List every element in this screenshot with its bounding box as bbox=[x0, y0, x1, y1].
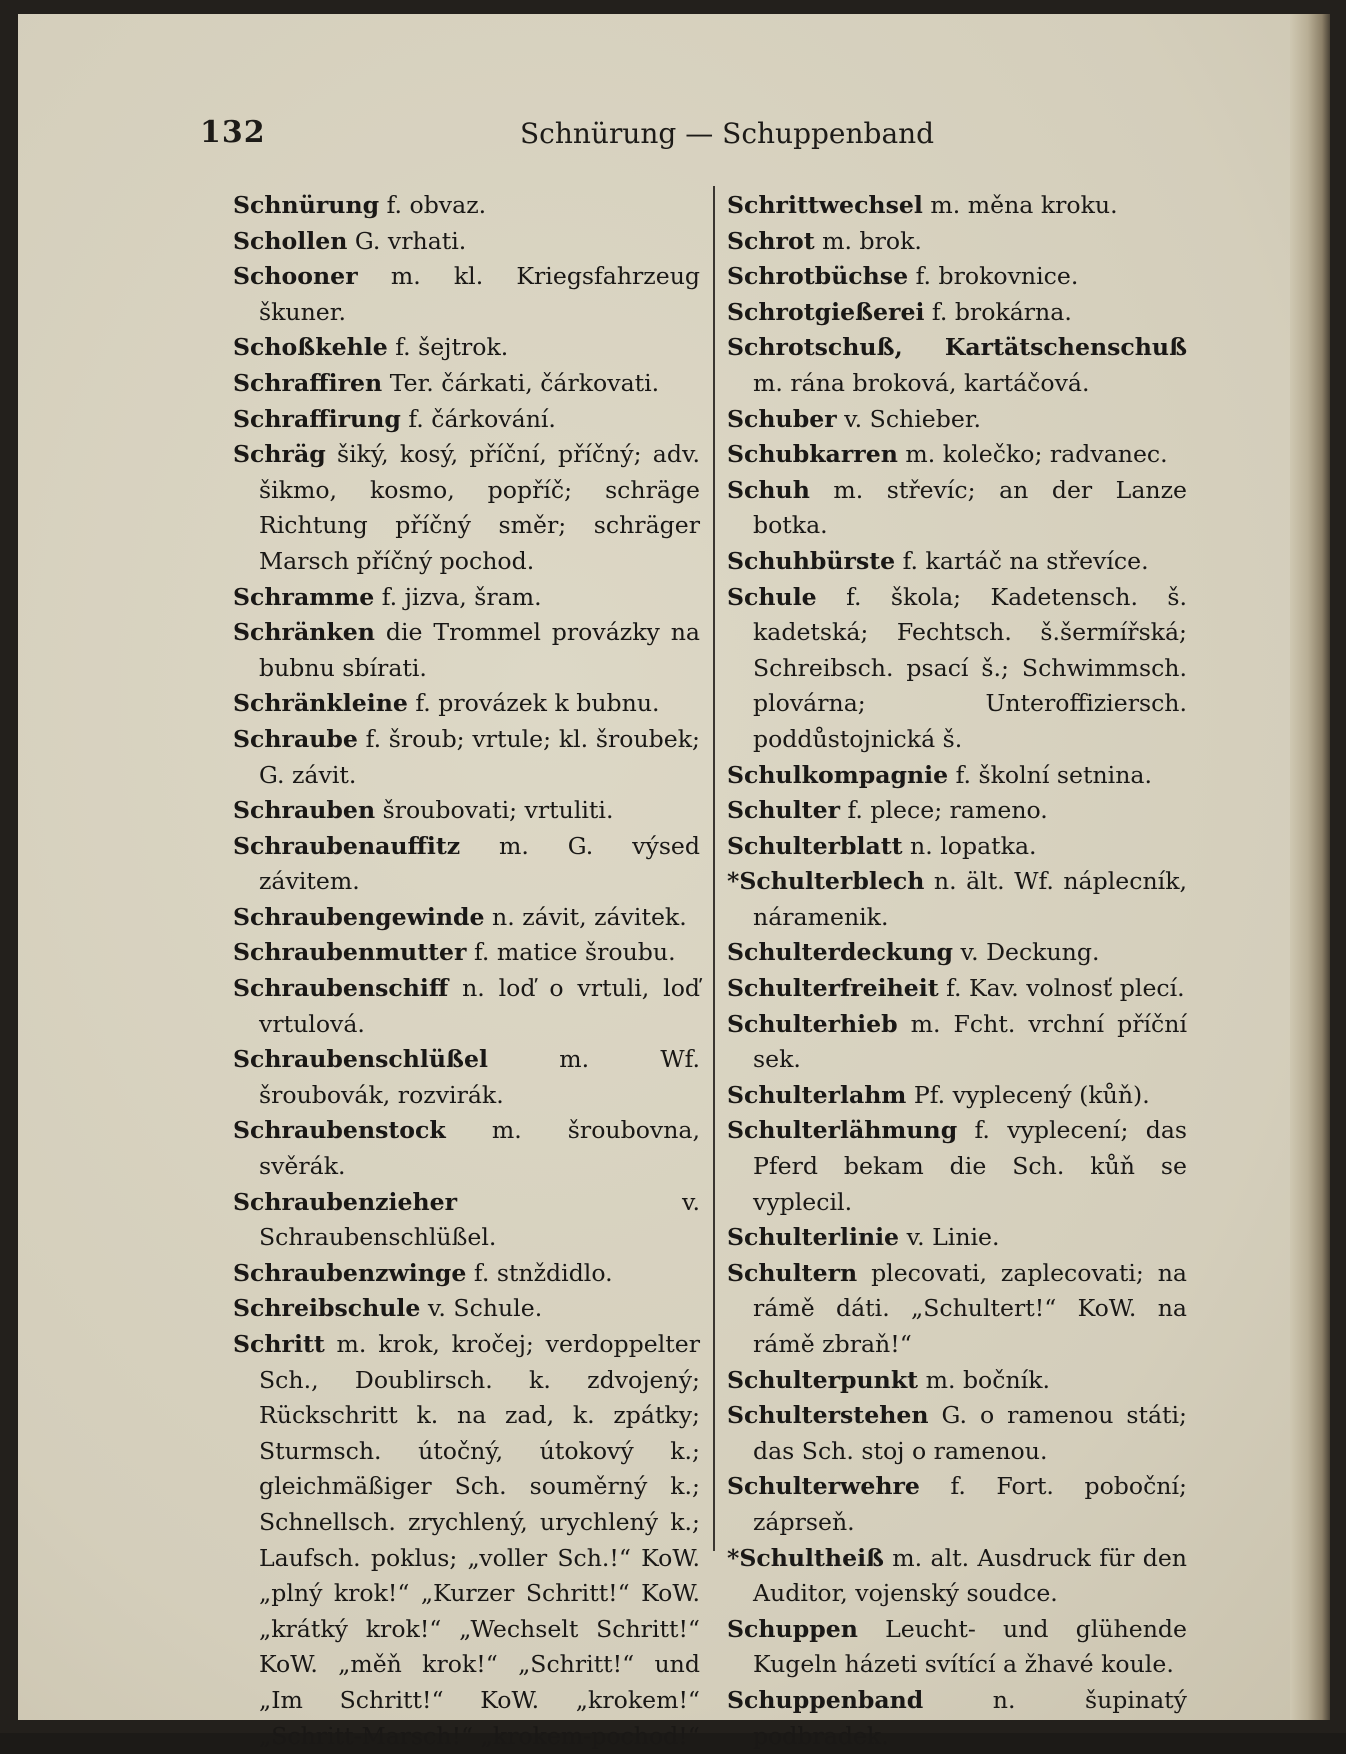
entry-headword: Schuh bbox=[727, 475, 810, 504]
entry-definition: m. krok, kročej; verdoppelter Sch., Doublirsch. k. zdvojený; Rückschritt k. na zad, k. zpátky; Sturmsch. útočný, útokový k.; gleichmäßiger Sch. souměrný k.; Schnellsch. zrychlený, urychlený k.; Laufsch. poklus; „voller Sch.!“ KoW. „plný krok!“ „Kurzer Schritt!“ KoW. „krátký krok!“ „Wechselt Schritt!“ KoW. „měň krok!“ „Schritt!“ und „Im Schritt!“ KoW. „krokem!“ „Schritt-Marsch!“ „krokem-pochod!“ bbox=[259, 1330, 700, 1750]
entry-definition: m. kolečko; radvanec. bbox=[897, 440, 1168, 469]
dictionary-entry bbox=[727, 1256, 1187, 1363]
entry-definition: m. bočník. bbox=[918, 1365, 1051, 1394]
entry-headword: Schule bbox=[727, 582, 817, 611]
entry-headword: Schoßkehle bbox=[233, 333, 388, 362]
dictionary-entry bbox=[233, 793, 700, 829]
dictionary-entry bbox=[233, 580, 700, 616]
dictionary-entry bbox=[233, 224, 700, 260]
dictionary-entry bbox=[233, 366, 700, 402]
entry-headword: Schulterblatt bbox=[727, 831, 903, 860]
entry-definition: f. brokovnice. bbox=[908, 262, 1079, 291]
left-column bbox=[233, 188, 700, 1754]
entry-headword: Schuhbürste bbox=[727, 546, 896, 575]
entry-headword: Schrittwechsel bbox=[727, 191, 923, 219]
page-header bbox=[200, 115, 1200, 155]
dictionary-entry bbox=[233, 1291, 700, 1327]
dictionary-entry bbox=[233, 1185, 700, 1256]
dictionary-entry bbox=[727, 1469, 1187, 1540]
entry-definition: v. Linie. bbox=[899, 1223, 1000, 1252]
entry-headword: Schraubenschiff bbox=[233, 974, 449, 1003]
dictionary-entry bbox=[727, 330, 1187, 401]
dictionary-entry bbox=[727, 758, 1187, 794]
entry-definition: šiký, kosý, příční, příčný; adv. šikmo, kosmo, popříč; schräge Richtung příčný směr; schräger Marsch příčný pochod. bbox=[259, 440, 700, 575]
dictionary-entry bbox=[727, 437, 1187, 473]
entry-definition: m. šroubovna, svěrák. bbox=[259, 1116, 700, 1181]
column-divider bbox=[713, 186, 715, 1551]
entry-headword: Schraubenschlüßel bbox=[233, 1045, 488, 1074]
entry-headword: Schreibschule bbox=[233, 1294, 421, 1323]
dictionary-entry bbox=[727, 864, 1187, 935]
dictionary-entry bbox=[233, 971, 700, 1042]
entry-headword: Schuppen bbox=[727, 1614, 858, 1643]
entry-definition: n. loď o vrtuli, loď vrtulová. bbox=[259, 974, 700, 1038]
entry-definition: m. kl. Kriegsfahrzeug škuner. bbox=[259, 262, 700, 326]
entry-definition: f. kartáč na střevíce. bbox=[895, 546, 1149, 575]
entry-definition: f. šroub; vrtule; kl. šroubek; G. závit. bbox=[259, 724, 700, 789]
entry-headword: Schrotgießerei bbox=[727, 297, 925, 326]
entry-headword: Schraubenmutter bbox=[233, 938, 467, 967]
dictionary-entry bbox=[727, 580, 1187, 758]
entry-headword: Schulterhieb bbox=[727, 1009, 898, 1038]
entry-definition: G. o ramenou státi; das Sch. stoj o ramenou. bbox=[753, 1401, 1187, 1465]
dictionary-entry bbox=[727, 1612, 1187, 1683]
page-number: 132 bbox=[200, 115, 266, 150]
entry-headword: Schulter bbox=[727, 796, 841, 825]
entry-definition: f. plece; rameno. bbox=[840, 796, 1048, 825]
entry-headword: Schrotschuß, Kartätschenschuß bbox=[727, 333, 1187, 362]
entry-headword: Schrot bbox=[727, 226, 815, 255]
entry-definition: n. šupinatý podbradek. bbox=[753, 1685, 1187, 1750]
entry-headword: Schrauben bbox=[233, 796, 376, 825]
dictionary-entry bbox=[233, 1113, 700, 1184]
entry-definition: m. střevíc; an der Lanze botka. bbox=[753, 475, 1187, 540]
dictionary-entry bbox=[233, 402, 700, 438]
entry-definition: f. čárkování. bbox=[400, 404, 556, 433]
dictionary-entry bbox=[233, 330, 700, 366]
entry-definition: v. Schule. bbox=[420, 1294, 543, 1323]
entry-definition: m. Fcht. vrchní příční sek. bbox=[753, 1009, 1187, 1074]
dictionary-entry bbox=[233, 900, 700, 936]
entry-headword: Schnürung bbox=[233, 191, 380, 219]
entry-definition: plecovati, zaplecovati; na rámě dáti. „Schultert!“ KoW. na rámě zbraň!“ bbox=[753, 1258, 1187, 1358]
dictionary-entry bbox=[233, 188, 700, 224]
entry-definition: v. Schieber. bbox=[836, 404, 982, 433]
running-head: Schnürung — Schuppenband bbox=[520, 117, 935, 150]
entry-headword: Schulterlinie bbox=[727, 1223, 900, 1252]
entry-definition: die Trommel provázky na bubnu sbírati. bbox=[259, 618, 700, 682]
entry-definition: Pf. vyplecený (kůň). bbox=[906, 1080, 1150, 1109]
dictionary-entry bbox=[233, 259, 700, 330]
entry-definition: m. alt. Ausdruck für den Auditor, vojenský soudce. bbox=[753, 1543, 1187, 1608]
dictionary-entry bbox=[727, 188, 1187, 224]
dictionary-entry bbox=[727, 544, 1187, 580]
entry-definition: m. brok. bbox=[814, 226, 922, 255]
entry-definition: Leucht- und glühende Kugeln házeti svítící a žhavé koule. bbox=[753, 1614, 1187, 1679]
dictionary-entry bbox=[727, 295, 1187, 331]
entry-definition: f. šejtrok. bbox=[387, 333, 509, 362]
entry-definition: n. ält. Wf. náplecník, náramenik. bbox=[753, 867, 1187, 931]
dictionary-entry bbox=[727, 1007, 1187, 1078]
entry-headword: Schraubenstock bbox=[233, 1116, 446, 1145]
entry-headword: *Schultheiß bbox=[727, 1543, 884, 1572]
dictionary-entry bbox=[233, 437, 700, 579]
entry-headword: Schramme bbox=[233, 582, 375, 611]
entry-headword: Schulterlähmung bbox=[727, 1116, 958, 1145]
entry-definition: f. stnždidlo. bbox=[466, 1258, 613, 1287]
entry-headword: Schraube bbox=[233, 724, 358, 753]
dictionary-entry bbox=[727, 1363, 1187, 1399]
entry-headword: Schultern bbox=[727, 1258, 858, 1287]
entry-headword: Schraffiren bbox=[233, 368, 383, 397]
entry-definition: v. Schraubenschlüßel. bbox=[259, 1187, 700, 1252]
entry-headword: Schraubenzwinge bbox=[233, 1258, 467, 1287]
dictionary-entry bbox=[233, 615, 700, 686]
entry-headword: Schulterfreiheit bbox=[727, 974, 939, 1003]
entry-definition: šroubovati; vrtuliti. bbox=[375, 796, 614, 825]
dictionary-entry bbox=[727, 829, 1187, 865]
entry-definition: m. Wf. šroubovák, rozvirák. bbox=[259, 1045, 700, 1109]
dictionary-entry bbox=[727, 1113, 1187, 1220]
entry-headword: Schubkarren bbox=[727, 440, 898, 469]
entry-headword: Schraubenauffitz bbox=[233, 831, 461, 860]
entry-definition: f. obvaz. bbox=[379, 191, 487, 219]
entry-definition: f. vyplecení; das Pferd bekam die Sch. kůň se vyplecil. bbox=[753, 1116, 1187, 1216]
entry-headword: Schulterwehre bbox=[727, 1472, 920, 1501]
dictionary-entry bbox=[727, 1078, 1187, 1114]
entry-definition: f. školní setnina. bbox=[948, 760, 1152, 789]
right-column bbox=[727, 188, 1187, 1754]
entry-headword: Schulterdeckung bbox=[727, 938, 954, 967]
entry-headword: Schräg bbox=[233, 440, 326, 469]
dictionary-entry bbox=[727, 402, 1187, 438]
entry-definition: f. jizva, šram. bbox=[374, 582, 542, 611]
entry-definition: f. matice šroubu. bbox=[466, 938, 676, 967]
entry-headword: *Schulterblech bbox=[727, 867, 925, 896]
entry-headword: Schuppenband bbox=[727, 1685, 924, 1714]
dictionary-entry bbox=[727, 1683, 1187, 1754]
entry-definition: n. lopatka. bbox=[902, 831, 1037, 860]
dictionary-entry bbox=[233, 1327, 700, 1754]
entry-definition: f. Fort. poboční; záprseň. bbox=[753, 1472, 1187, 1536]
entry-headword: Schränken bbox=[233, 618, 375, 647]
entry-headword: Schrotbüchse bbox=[727, 262, 909, 291]
entry-headword: Schritt bbox=[233, 1330, 325, 1358]
entry-definition: f. škola; Kadetensch. š. kadetská; Fechtsch. š.šermířská; Schreibsch. psací š.; Schwimmsch. plovárna; Unteroffiziersch. poddůstojnická š. bbox=[753, 582, 1187, 753]
entry-headword: Schränkleine bbox=[233, 689, 408, 718]
dictionary-entry bbox=[727, 971, 1187, 1007]
entry-definition: f. brokárna. bbox=[924, 297, 1072, 326]
dictionary-entry bbox=[727, 473, 1187, 544]
dictionary-entry bbox=[727, 259, 1187, 295]
dictionary-entry bbox=[727, 1541, 1187, 1612]
dictionary-entry bbox=[727, 1398, 1187, 1469]
dictionary-entry bbox=[727, 935, 1187, 971]
entry-headword: Schollen bbox=[233, 226, 348, 255]
entry-definition: m. rána broková, kartáčová. bbox=[753, 368, 1090, 397]
entry-headword: Schulterlahm bbox=[727, 1080, 907, 1109]
page-spine-shadow bbox=[1290, 14, 1330, 1720]
entry-definition: Ter. čárkati, čárkovati. bbox=[382, 368, 660, 397]
entry-definition: n. závit, závitek. bbox=[484, 902, 687, 931]
entry-headword: Schulkompagnie bbox=[727, 760, 949, 789]
entry-headword: Schulterstehen bbox=[727, 1401, 929, 1430]
dictionary-entry bbox=[727, 1220, 1187, 1256]
dictionary-entry bbox=[233, 1042, 700, 1113]
dictionary-entry bbox=[233, 829, 700, 900]
dictionary-entry bbox=[727, 793, 1187, 829]
dictionary-entry bbox=[233, 935, 700, 971]
entry-definition: v. Deckung. bbox=[953, 938, 1100, 967]
entry-definition: f. provázek k bubnu. bbox=[407, 689, 660, 718]
dictionary-entry bbox=[727, 224, 1187, 260]
entry-headword: Schraubenzieher bbox=[233, 1187, 458, 1216]
entry-definition: G. vrhati. bbox=[347, 226, 467, 255]
dictionary-entry bbox=[233, 1256, 700, 1292]
entry-definition: f. Kav. volnosť plecí. bbox=[938, 974, 1185, 1003]
entry-definition: m. G. výsed závitem. bbox=[259, 831, 700, 896]
entry-headword: Schraffirung bbox=[233, 404, 401, 433]
dictionary-entry bbox=[233, 722, 700, 793]
dictionary-entry bbox=[233, 686, 700, 722]
entry-headword: Schulterpunkt bbox=[727, 1365, 919, 1394]
entry-headword: Schuber bbox=[727, 404, 837, 433]
entry-headword: Schooner bbox=[233, 262, 358, 291]
entry-definition: m. měna kroku. bbox=[922, 191, 1118, 219]
entry-headword: Schraubengewinde bbox=[233, 902, 485, 931]
